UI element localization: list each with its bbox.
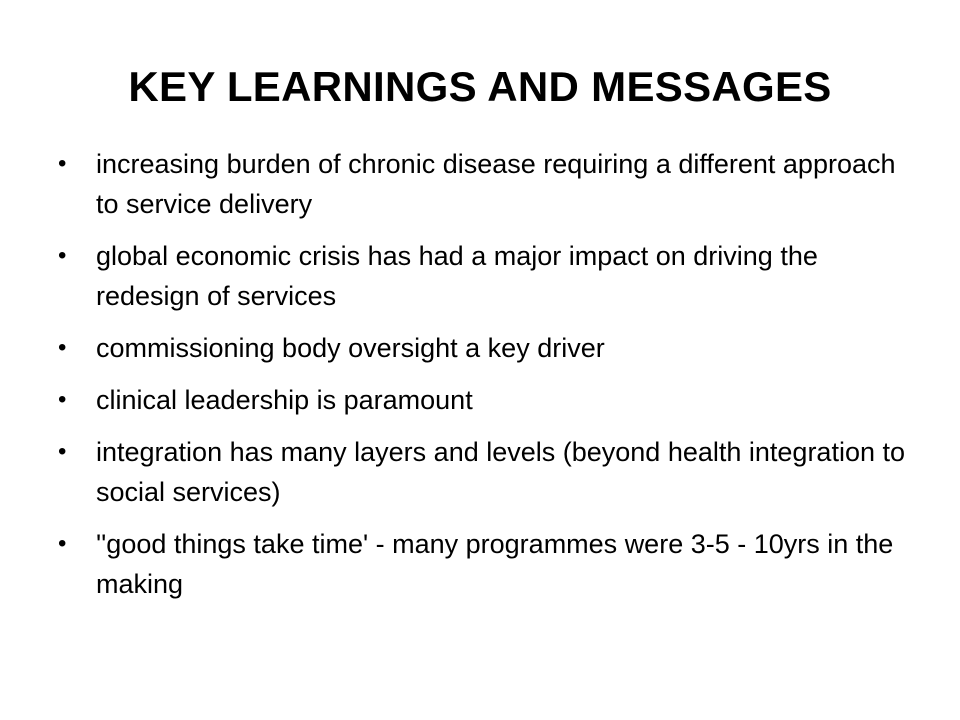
bullet-item	[58, 236, 918, 316]
bullet-text: global economic crisis has had a major impact on driving the redesign of services	[96, 241, 818, 311]
bullet-text: integration has many layers and levels (beyond health integration to social services)	[96, 437, 905, 507]
bullet-icon: •	[58, 242, 67, 269]
bullet-text: increasing burden of chronic disease requiring a different approach to service delivery	[96, 149, 896, 219]
bullet-item	[58, 144, 918, 224]
bullet-text: clinical leadership is paramount	[96, 385, 473, 415]
bullet-text: ''good things take time' - many programmes were 3-5 - 10yrs in the making	[96, 529, 894, 599]
bullet-icon: •	[58, 386, 67, 413]
bullet-item	[58, 432, 918, 512]
bullet-icon: •	[58, 530, 67, 557]
bullet-item	[58, 524, 918, 604]
bullet-icon: •	[58, 334, 67, 361]
bullet-icon: •	[58, 438, 67, 465]
bullet-text: commissioning body oversight a key driver	[96, 333, 605, 363]
bullet-item	[58, 380, 918, 420]
bullet-item	[58, 328, 918, 368]
bullet-icon: •	[58, 150, 67, 177]
slide-title: KEY LEARNINGS AND MESSAGES	[128, 63, 832, 110]
bullet-list	[58, 144, 918, 616]
